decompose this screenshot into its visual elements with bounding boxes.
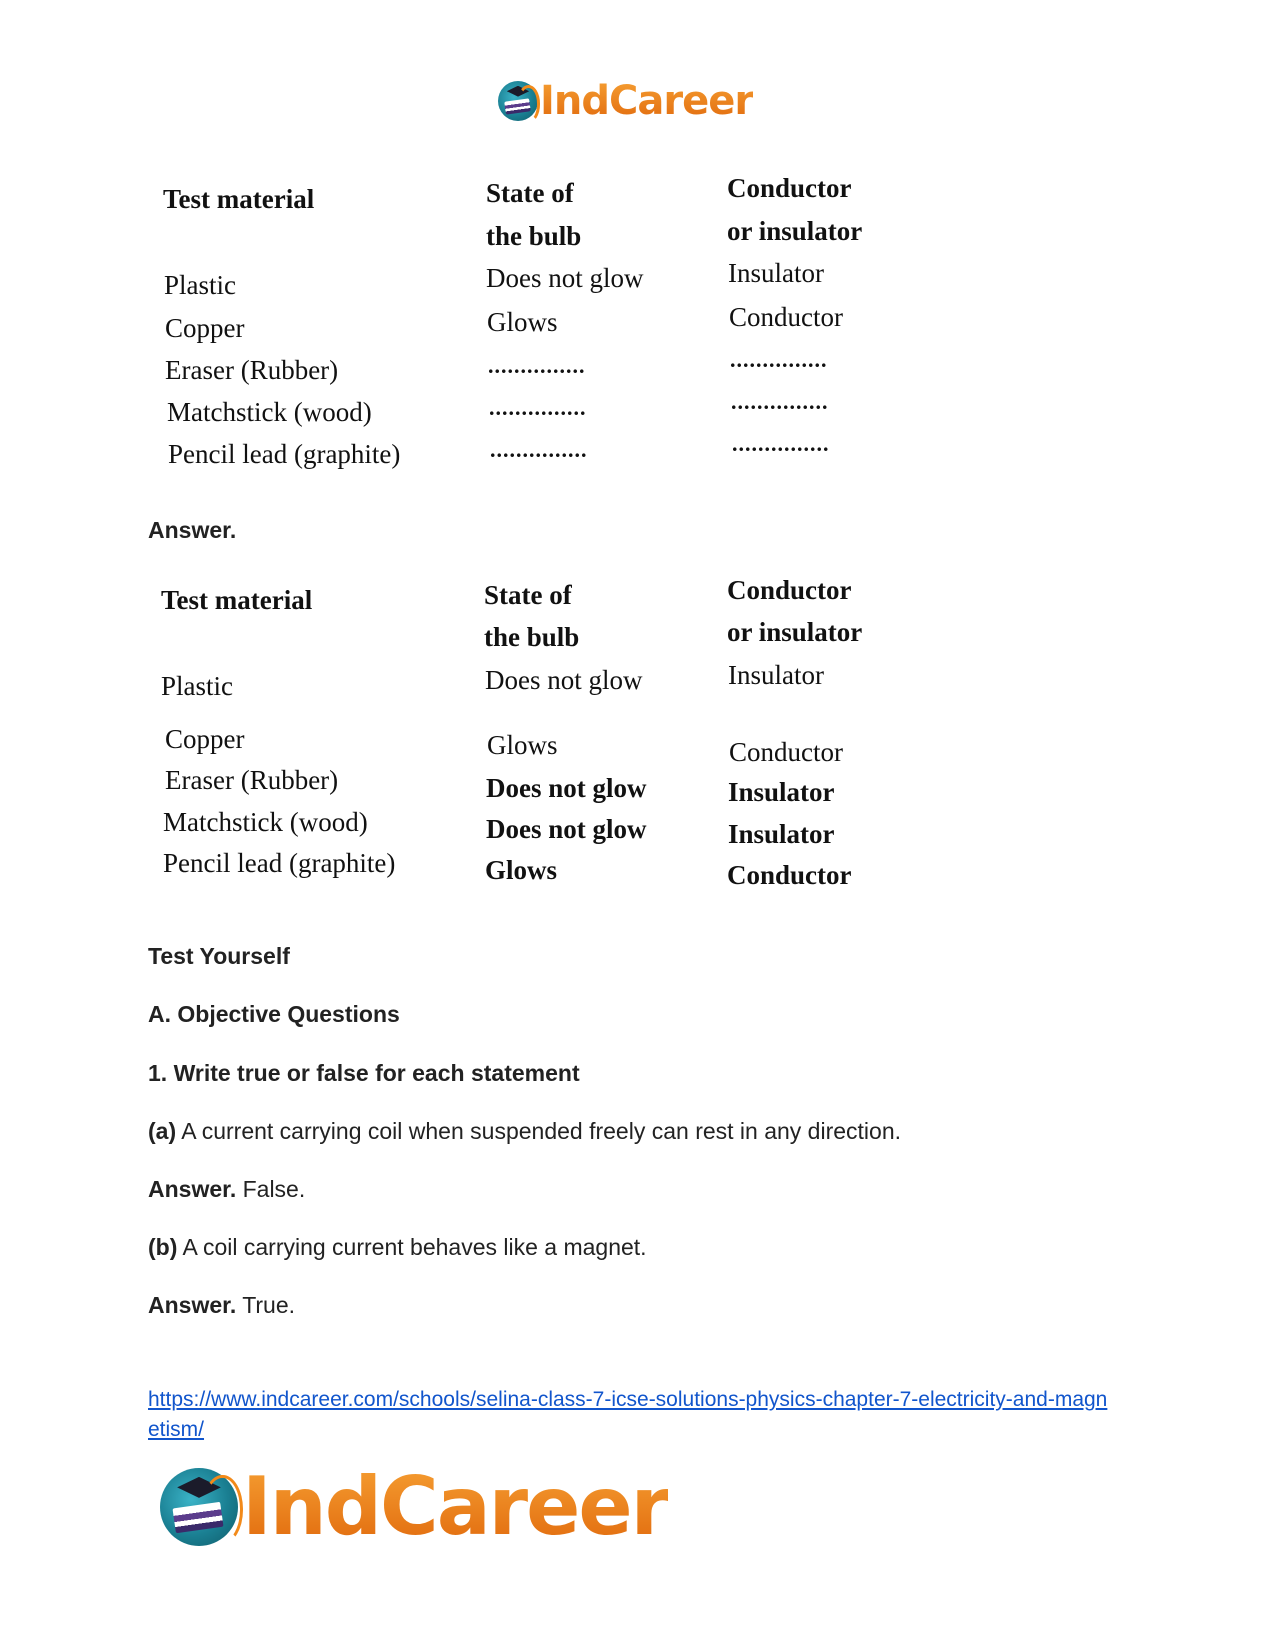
table-row-type: Conductor (727, 860, 852, 890)
table-row-state: Does not glow (485, 665, 643, 695)
header-state-line1: State of (484, 580, 572, 610)
table-row-type: Conductor (729, 302, 843, 332)
brand-name: IndCareer (242, 1460, 669, 1553)
table-row-type: Insulator (728, 258, 824, 288)
table-row-state-blank: ............... (488, 353, 586, 378)
table-row-type: Insulator (728, 777, 835, 807)
header-state-line2: the bulb (484, 622, 580, 652)
section-a-heading: A. Objective Questions (148, 1001, 400, 1027)
question-1-title: 1. Write true or false for each statement (148, 1060, 580, 1086)
header-type-line1: Conductor (727, 173, 852, 203)
table-row-state-blank: ............... (489, 395, 587, 420)
table-row-material: Copper (165, 724, 245, 754)
indcareer-logo-top (498, 78, 753, 124)
table-row-type: Insulator (728, 660, 824, 690)
table-row-material: Copper (165, 313, 245, 343)
table-row-type-blank: ............... (731, 389, 829, 414)
header-state-line1: State of (486, 178, 574, 208)
answer-1a-label: Answer. (148, 1176, 237, 1202)
question-1a-text: A current carrying coil when suspended freely can rest in any direction. (181, 1118, 902, 1144)
table-row-state: Does not glow (486, 814, 647, 844)
table-row-material: Pencil lead (graphite) (168, 439, 401, 469)
answer-heading: Answer. (148, 517, 237, 543)
question-1b (148, 1232, 647, 1262)
question-1b-text: A coil carrying current behaves like a magnet. (182, 1234, 647, 1260)
table-row-state: Does not glow (486, 773, 647, 803)
source-url-link[interactable]: https://www.indcareer.com/schools/selina-class-7-icse-solutions-physics-chapter-7-electricity-and-magnetism/ (148, 1388, 1108, 1441)
question-1a (148, 1116, 901, 1146)
header-test-material: Test material (163, 184, 315, 214)
header-type-line2: or insulator (727, 617, 863, 647)
graduation-cap-books-icon (498, 81, 538, 121)
header-state-line2: the bulb (486, 221, 582, 251)
graduation-cap-books-icon (160, 1468, 238, 1546)
test-yourself-heading: Test Yourself (148, 943, 290, 969)
table-row-type-blank: ............... (732, 431, 830, 456)
table-row-state: Glows (487, 307, 558, 337)
header-type-line2: or insulator (727, 216, 863, 246)
indcareer-logo-bottom (160, 1460, 668, 1553)
answer-1b-value: True. (242, 1292, 296, 1318)
table-row-state: Does not glow (486, 263, 644, 293)
header-type-line1: Conductor (727, 575, 852, 605)
table-row-state: Glows (485, 855, 558, 885)
answer-1b (148, 1290, 295, 1320)
table-row-material: Pencil lead (graphite) (163, 848, 396, 878)
brand-name: IndCareer (540, 78, 754, 124)
table-row-state: Glows (487, 730, 558, 760)
answer-1b-label: Answer. (148, 1292, 237, 1318)
table-row-material: Plastic (161, 671, 233, 701)
table-row-material: Eraser (Rubber) (165, 355, 339, 385)
table-row-material: Plastic (164, 270, 236, 300)
answer-1a-value: False. (242, 1176, 306, 1202)
table-row-type: Conductor (729, 737, 843, 767)
table-row-material: Matchstick (wood) (167, 397, 372, 427)
question-1a-label: (a) (148, 1118, 177, 1144)
table-row-state-blank: ............... (490, 437, 588, 462)
table-row-material: Eraser (Rubber) (165, 765, 339, 795)
table-row-type-blank: ............... (730, 347, 828, 372)
header-test-material: Test material (161, 585, 313, 615)
question-1b-label: (b) (148, 1234, 178, 1260)
answer-1a (148, 1174, 305, 1204)
table-row-material: Matchstick (wood) (163, 807, 368, 837)
table-row-type: Insulator (728, 819, 835, 849)
